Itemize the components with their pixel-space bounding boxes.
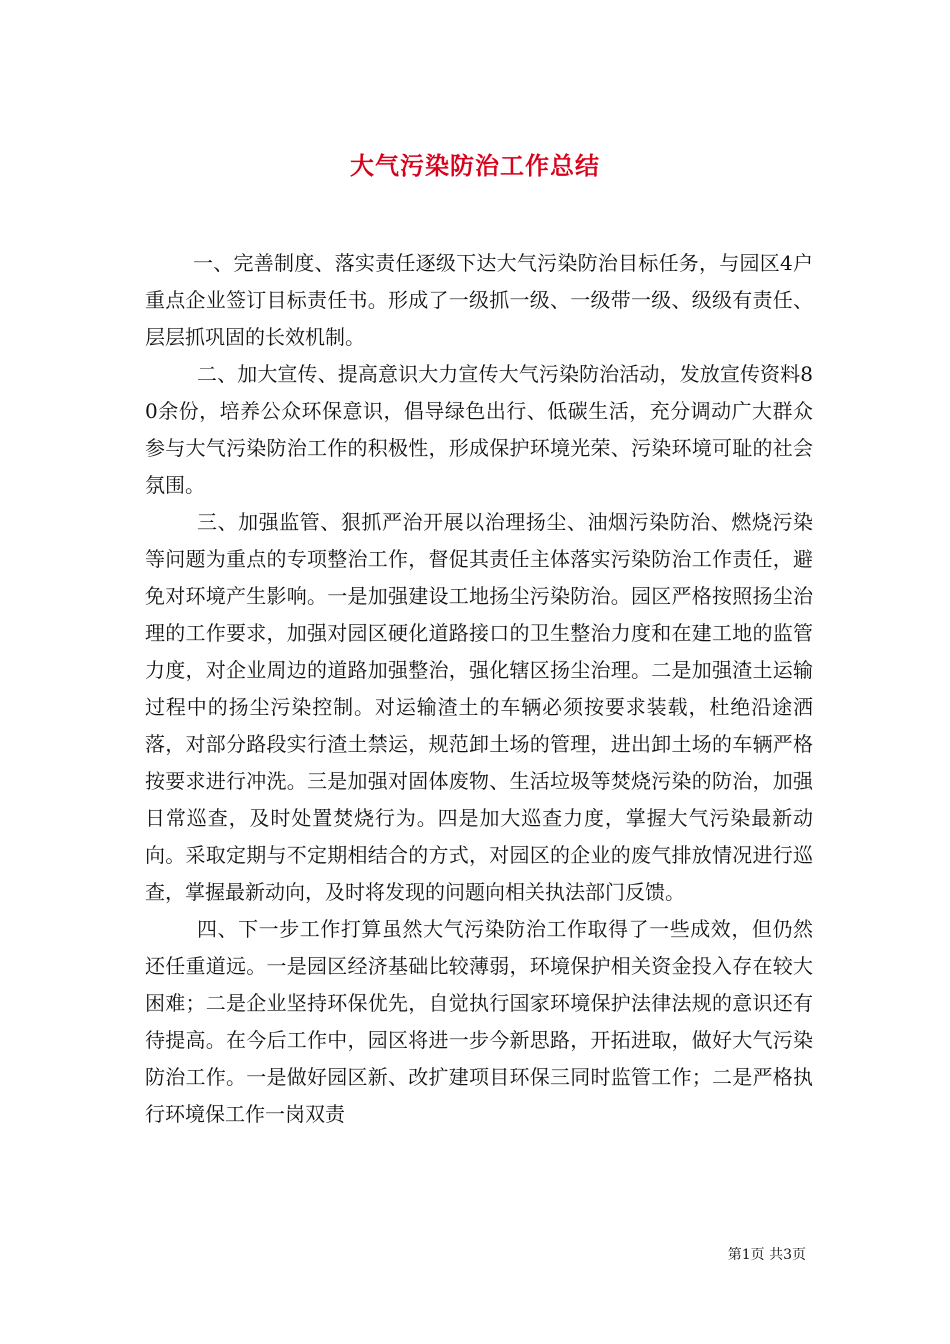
paragraph-4: 四、下一步工作打算虽然大气污染防治工作取得了一些成效，但仍然还任重道远。一是园区经济基础比较薄弱，环境保护相关资金投入存在较大困难；二是企业坚持环保优先，自觉执行国家环境保护法律法规的意识还有待提高。在今后工作中，园区将进一步今新思路，开拓进取，做好大气污染防治工作。一是做好园区新、改扩建项目环保三同时监管工作；二是严格执行环境保工作一岗双责: [145, 917, 813, 1126]
paragraph-2: 二、加大宣传、提高意识大力宣传大气污染防治活动，发放宣传资料80余份，培养公众环保意识，倡导绿色出行、低碳生活，充分调动广大群众参与大气污染防治工作的积极性，形成保护环境光荣、污染环境可耻的社会氛围。: [145, 362, 813, 497]
paragraph-3: 三、加强监管、狠抓严治开展以治理扬尘、油烟污染防治、燃烧污染等问题为重点的专项整治工作，督促其责任主体落实污染防治工作责任，避免对环境产生影响。一是加强建设工地扬尘污染防治。园区严格按照扬尘治理的工作要求，加强对园区硬化道路接口的卫生整治力度和在建工地的监管力度，对企业周边的道路加强整治，强化辖区扬尘治理。二是加强渣土运输过程中的扬尘污染控制。对运输渣土的车辆必须按要求装载，杜绝沿途洒落，对部分路段实行渣土禁运，规范卸土场的管理，进出卸土场的车辆严格按要求进行冲洗。三是加强对固体废物、生活垃圾等焚烧污染的防治，加强日常巡查，及时处置焚烧行为。四是加大巡查力度，掌握大气污染最新动向。采取定期与不定期相结合的方式，对园区的企业的废气排放情况进行巡查，掌握最新动向，及时将发现的问题向相关执法部门反馈。: [145, 510, 813, 904]
document-body: [145, 245, 813, 1133]
document-title: 大气污染防治工作总结: [350, 151, 600, 181]
paragraph-1: 一、完善制度、落实责任逐级下达大气污染防治目标任务，与园区4户重点企业签订目标责任书。形成了一级抓一级、一级带一级、级级有责任、层层抓巩固的长效机制。: [145, 251, 813, 349]
page-number: 第1页 共3页: [727, 1247, 806, 1263]
